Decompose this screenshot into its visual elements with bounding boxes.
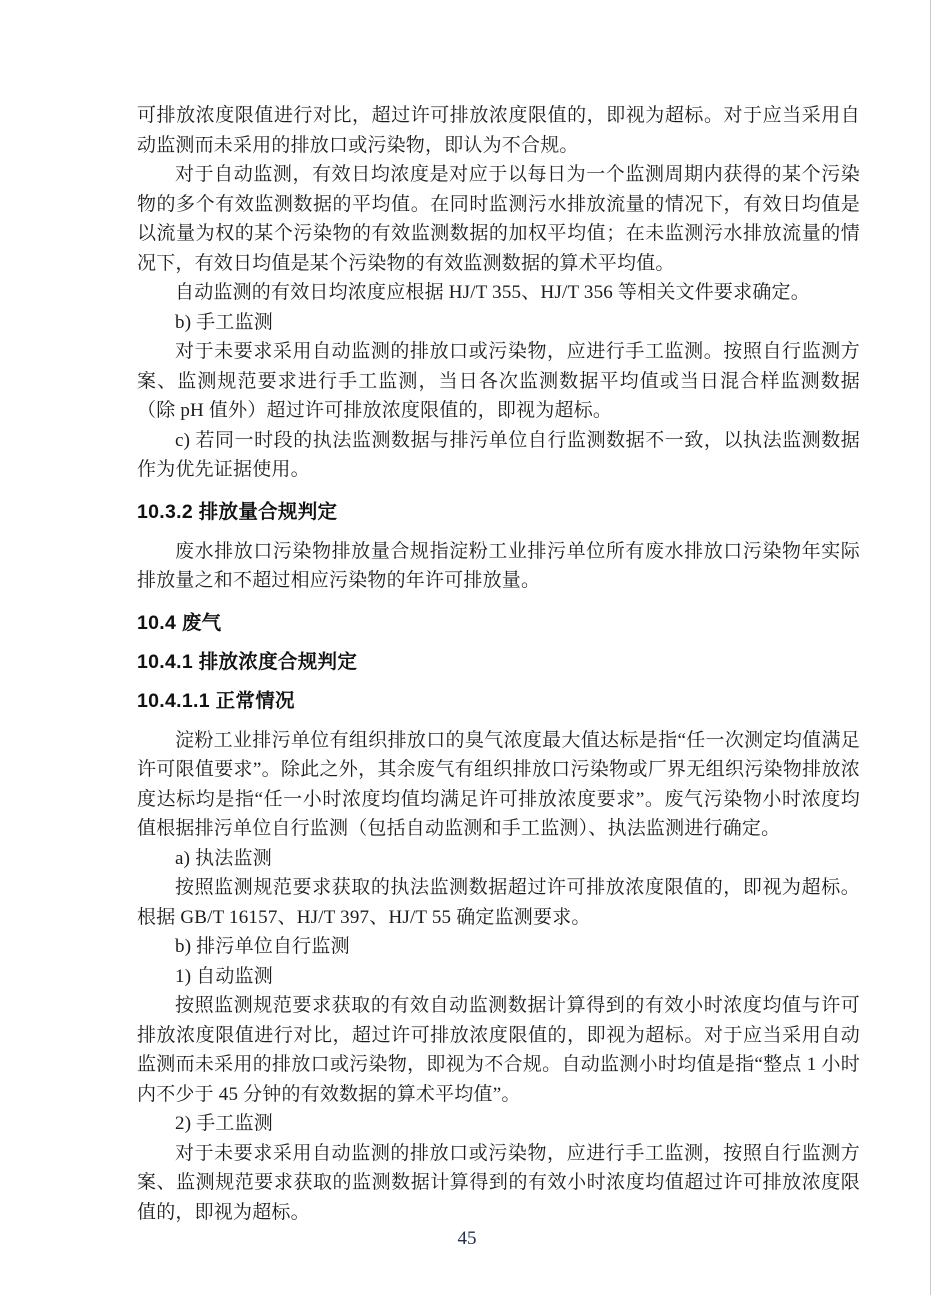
paragraph: 按照监测规范要求获取的执法监测数据超过许可排放浓度限值的，即视为超标。根据 GB/T 16157、HJ/T 397、HJ/T 55 确定监测要求。: [137, 877, 860, 928]
list-item-b-manual-monitoring: b) 手工监测: [175, 311, 273, 333]
section-heading-10-4: 10.4 废气: [137, 611, 222, 634]
section-heading-10-4-1: 10.4.1 排放浓度合规判定: [137, 650, 358, 673]
list-item-a-enforcement-monitoring: a) 执法监测: [175, 847, 272, 869]
paragraph: 按照监测规范要求获取的有效自动监测数据计算得到的有效小时浓度均值与许可排放浓度限值进行对比，超过许可排放浓度限值的，即视为超标。对于应当采用自动监测而未采用的排放口或污染物，即视为不合规。自动监测小时均值是指“整点 1 小时内不少于 45 分钟的有效数据的算术平均值”。: [137, 995, 860, 1105]
section-heading-10-3-2: 10.3.2 排放量合规判定: [137, 500, 338, 523]
list-item-1-auto-monitoring: 1) 自动监测: [175, 965, 273, 987]
page-number: 45: [457, 1228, 477, 1249]
paragraph: 自动监测的有效日均浓度应根据 HJ/T 355、HJ/T 356 等相关文件要求确定。: [175, 282, 810, 303]
list-item-2-manual-monitoring: 2) 手工监测: [175, 1113, 273, 1134]
list-item-c-enforcement-data: c) 若同一时段的执法监测数据与排污单位自行监测数据不一致，以执法监测数据作为优先证据使用。: [137, 429, 860, 480]
paragraph: 对于未要求采用自动监测的排放口或污染物，应进行手工监测，按照自行监测方案、监测规范要求获取的监测数据计算得到的有效小时浓度均值超过许可排放浓度限值的，即视为超标。: [137, 1142, 860, 1223]
paragraph: 淀粉工业排污单位有组织排放口的臭气浓度最大值达标是指“任一次测定均值满足许可限值要求”。除此之外，其余废气有组织排放口污染物或厂界无组织污染物排放浓度达标均是指“任一小时浓度均值均满足许可排放浓度要求”。废气污染物小时浓度均值根据排污单位自行监测（包括自动监测和手工监测）、执法监测进行确定。: [137, 729, 860, 839]
list-item-b-self-monitoring: b) 排污单位自行监测: [175, 936, 350, 957]
paragraph: 对于自动监测，有效日均浓度是对应于以每日为一个监测周期内获得的某个污染物的多个有效监测数据的平均值。在同时监测污水排放流量的情况下，有效日均值是以流量为权的某个污染物的有效监测数据的加权平均值；在未监测污水排放流量的情况下，有效日均值是某个污染物的有效监测数据的算术平均值。: [137, 164, 860, 274]
paragraph: 对于未要求采用自动监测的排放口或污染物，应进行手工监测。按照自行监测方案、监测规范要求进行手工监测，当日各次监测数据平均值或当日混合样监测数据（除 pH 值外）超过许可排放浓度限值的，即视为超标。: [137, 341, 860, 421]
paragraph: 可排放浓度限值进行对比，超过许可排放浓度限值的，即视为超标。对于应当采用自动监测而未采用的排放口或污染物，即认为不合规。: [137, 105, 860, 156]
page-text-column: [137, 0, 860, 1227]
paragraph: 废水排放口污染物排放量合规指淀粉工业排污单位所有废水排放口污染物年实际排放量之和不超过相应污染物的年许可排放量。: [137, 540, 860, 591]
section-heading-10-4-1-1: 10.4.1.1 正常情况: [137, 689, 295, 712]
page-edge-border: [930, 0, 931, 1295]
